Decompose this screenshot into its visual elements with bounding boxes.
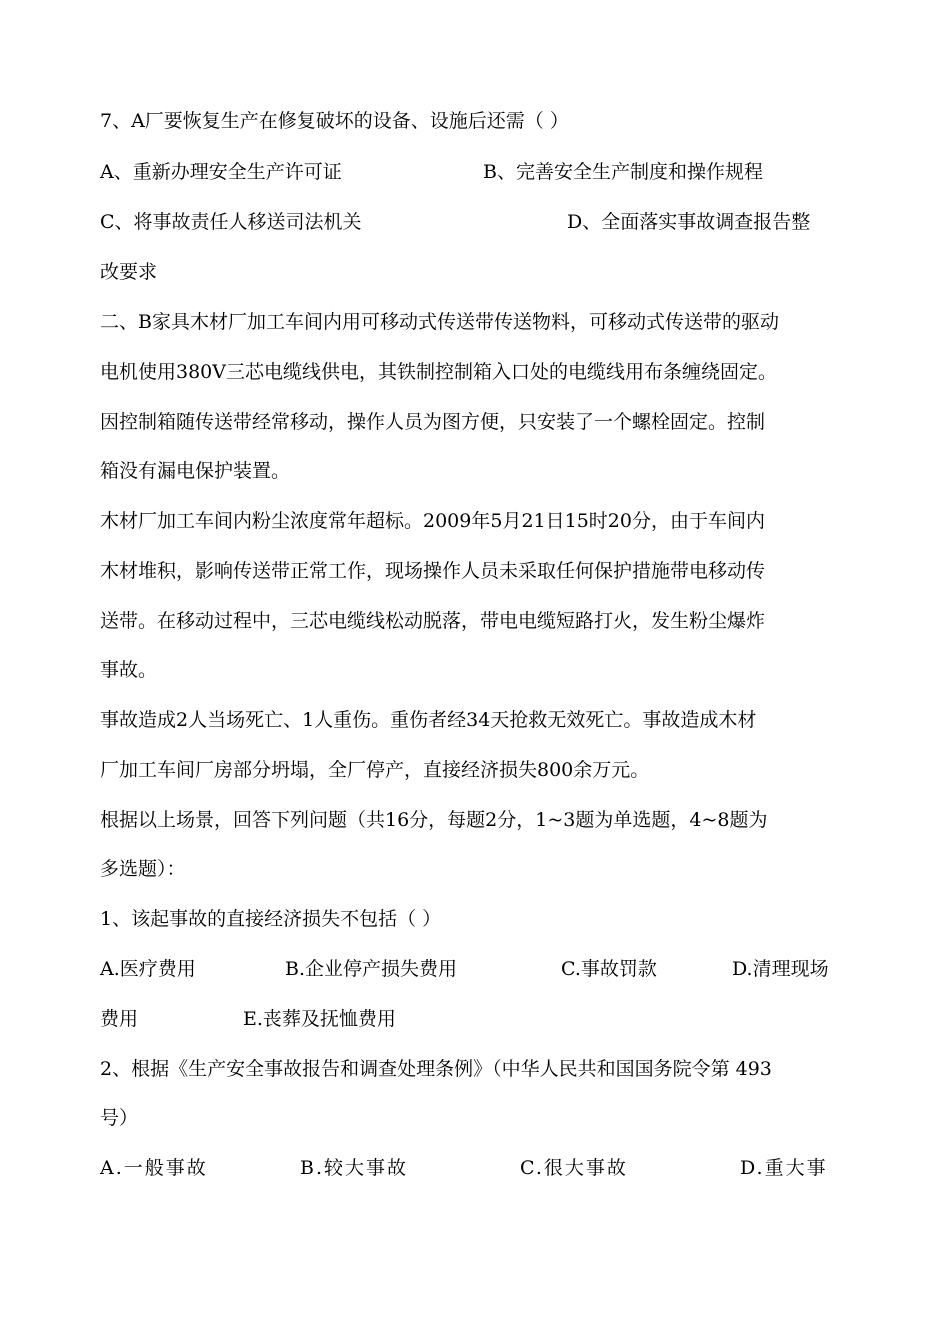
case-paragraph-line: 二、B家具木材厂加工车间内用可移动式传送带传送物料，可移动式传送带的驱动 <box>100 311 779 333</box>
instructions-line: 根据以上场景，回答下列问题（共16分，每题2分，1~3题为单选题，4~8题为 <box>100 809 768 831</box>
case-paragraph-line: 木材厂加工车间内粉尘浓度常年超标。2009年5月21日15时20分，由于车间内 <box>100 510 765 532</box>
question-1-option-d-continued: 费用 <box>100 1008 139 1030</box>
question-2-option-d: D.重大事 <box>740 1157 828 1179</box>
instructions-line: 多选题）： <box>100 858 186 880</box>
question-2-option-b: B.较大事故 <box>300 1157 409 1179</box>
question-7-option-a: A、重新办理安全生产许可证 <box>100 161 342 183</box>
question-1-stem: 1、该起事故的直接经济损失不包括（ ） <box>100 908 442 930</box>
case-paragraph-line: 事故。 <box>100 659 158 681</box>
question-1-option-e: E.丧葬及抚恤费用 <box>243 1008 396 1030</box>
question-1-option-b: B.企业停产损失费用 <box>285 958 458 980</box>
case-paragraph-line: 送带。在移动过程中，三芯电缆线松动脱落，带电电缆短路打火，发生粉尘爆炸 <box>100 610 766 632</box>
case-paragraph-line: 事故造成2人当场死亡、1人重伤。重伤者经34天抢救无效死亡。事故造成木材 <box>100 709 757 731</box>
question-2-option-a: A.一般事故 <box>100 1157 208 1179</box>
case-paragraph-line: 厂加工车间厂房部分坍塌，全厂停产，直接经济损失800余万元。 <box>100 759 650 781</box>
question-1-option-d: D.清理现场 <box>732 958 829 980</box>
question-7-stem: 7、A厂要恢复生产在修复破坏的设备、设施后还需（ ） <box>100 110 569 132</box>
case-paragraph-line: 箱没有漏电保护装置。 <box>100 460 291 482</box>
question-7-option-d-continued: 改要求 <box>100 261 158 283</box>
question-1-option-a: A.医疗费用 <box>100 958 196 980</box>
question-2-stem-continued: 号） <box>100 1107 139 1129</box>
question-7-option-d: D、全面落实事故调查报告整 <box>567 211 811 233</box>
question-7-option-b: B、完善安全生产制度和操作规程 <box>483 161 763 183</box>
case-paragraph-line: 电机使用380V三芯电缆线供电，其铁制控制箱入口处的电缆线用布条缠绕固定。 <box>100 361 777 383</box>
question-7-option-c: C、将事故责任人移送司法机关 <box>100 211 362 233</box>
question-1-option-c: C.事故罚款 <box>561 958 657 980</box>
question-2-stem: 2、根据《生产安全事故报告和调查处理条例》（中华人民共和国国务院令第 493 <box>100 1058 772 1080</box>
question-2-option-c: C.很大事故 <box>520 1157 628 1179</box>
case-paragraph-line: 木材堆积，影响传送带正常工作，现场操作人员未采取任何保护措施带电移动传 <box>100 560 766 582</box>
case-paragraph-line: 因控制箱随传送带经常移动，操作人员为图方便，只安装了一个螺栓固定。控制 <box>100 411 766 433</box>
